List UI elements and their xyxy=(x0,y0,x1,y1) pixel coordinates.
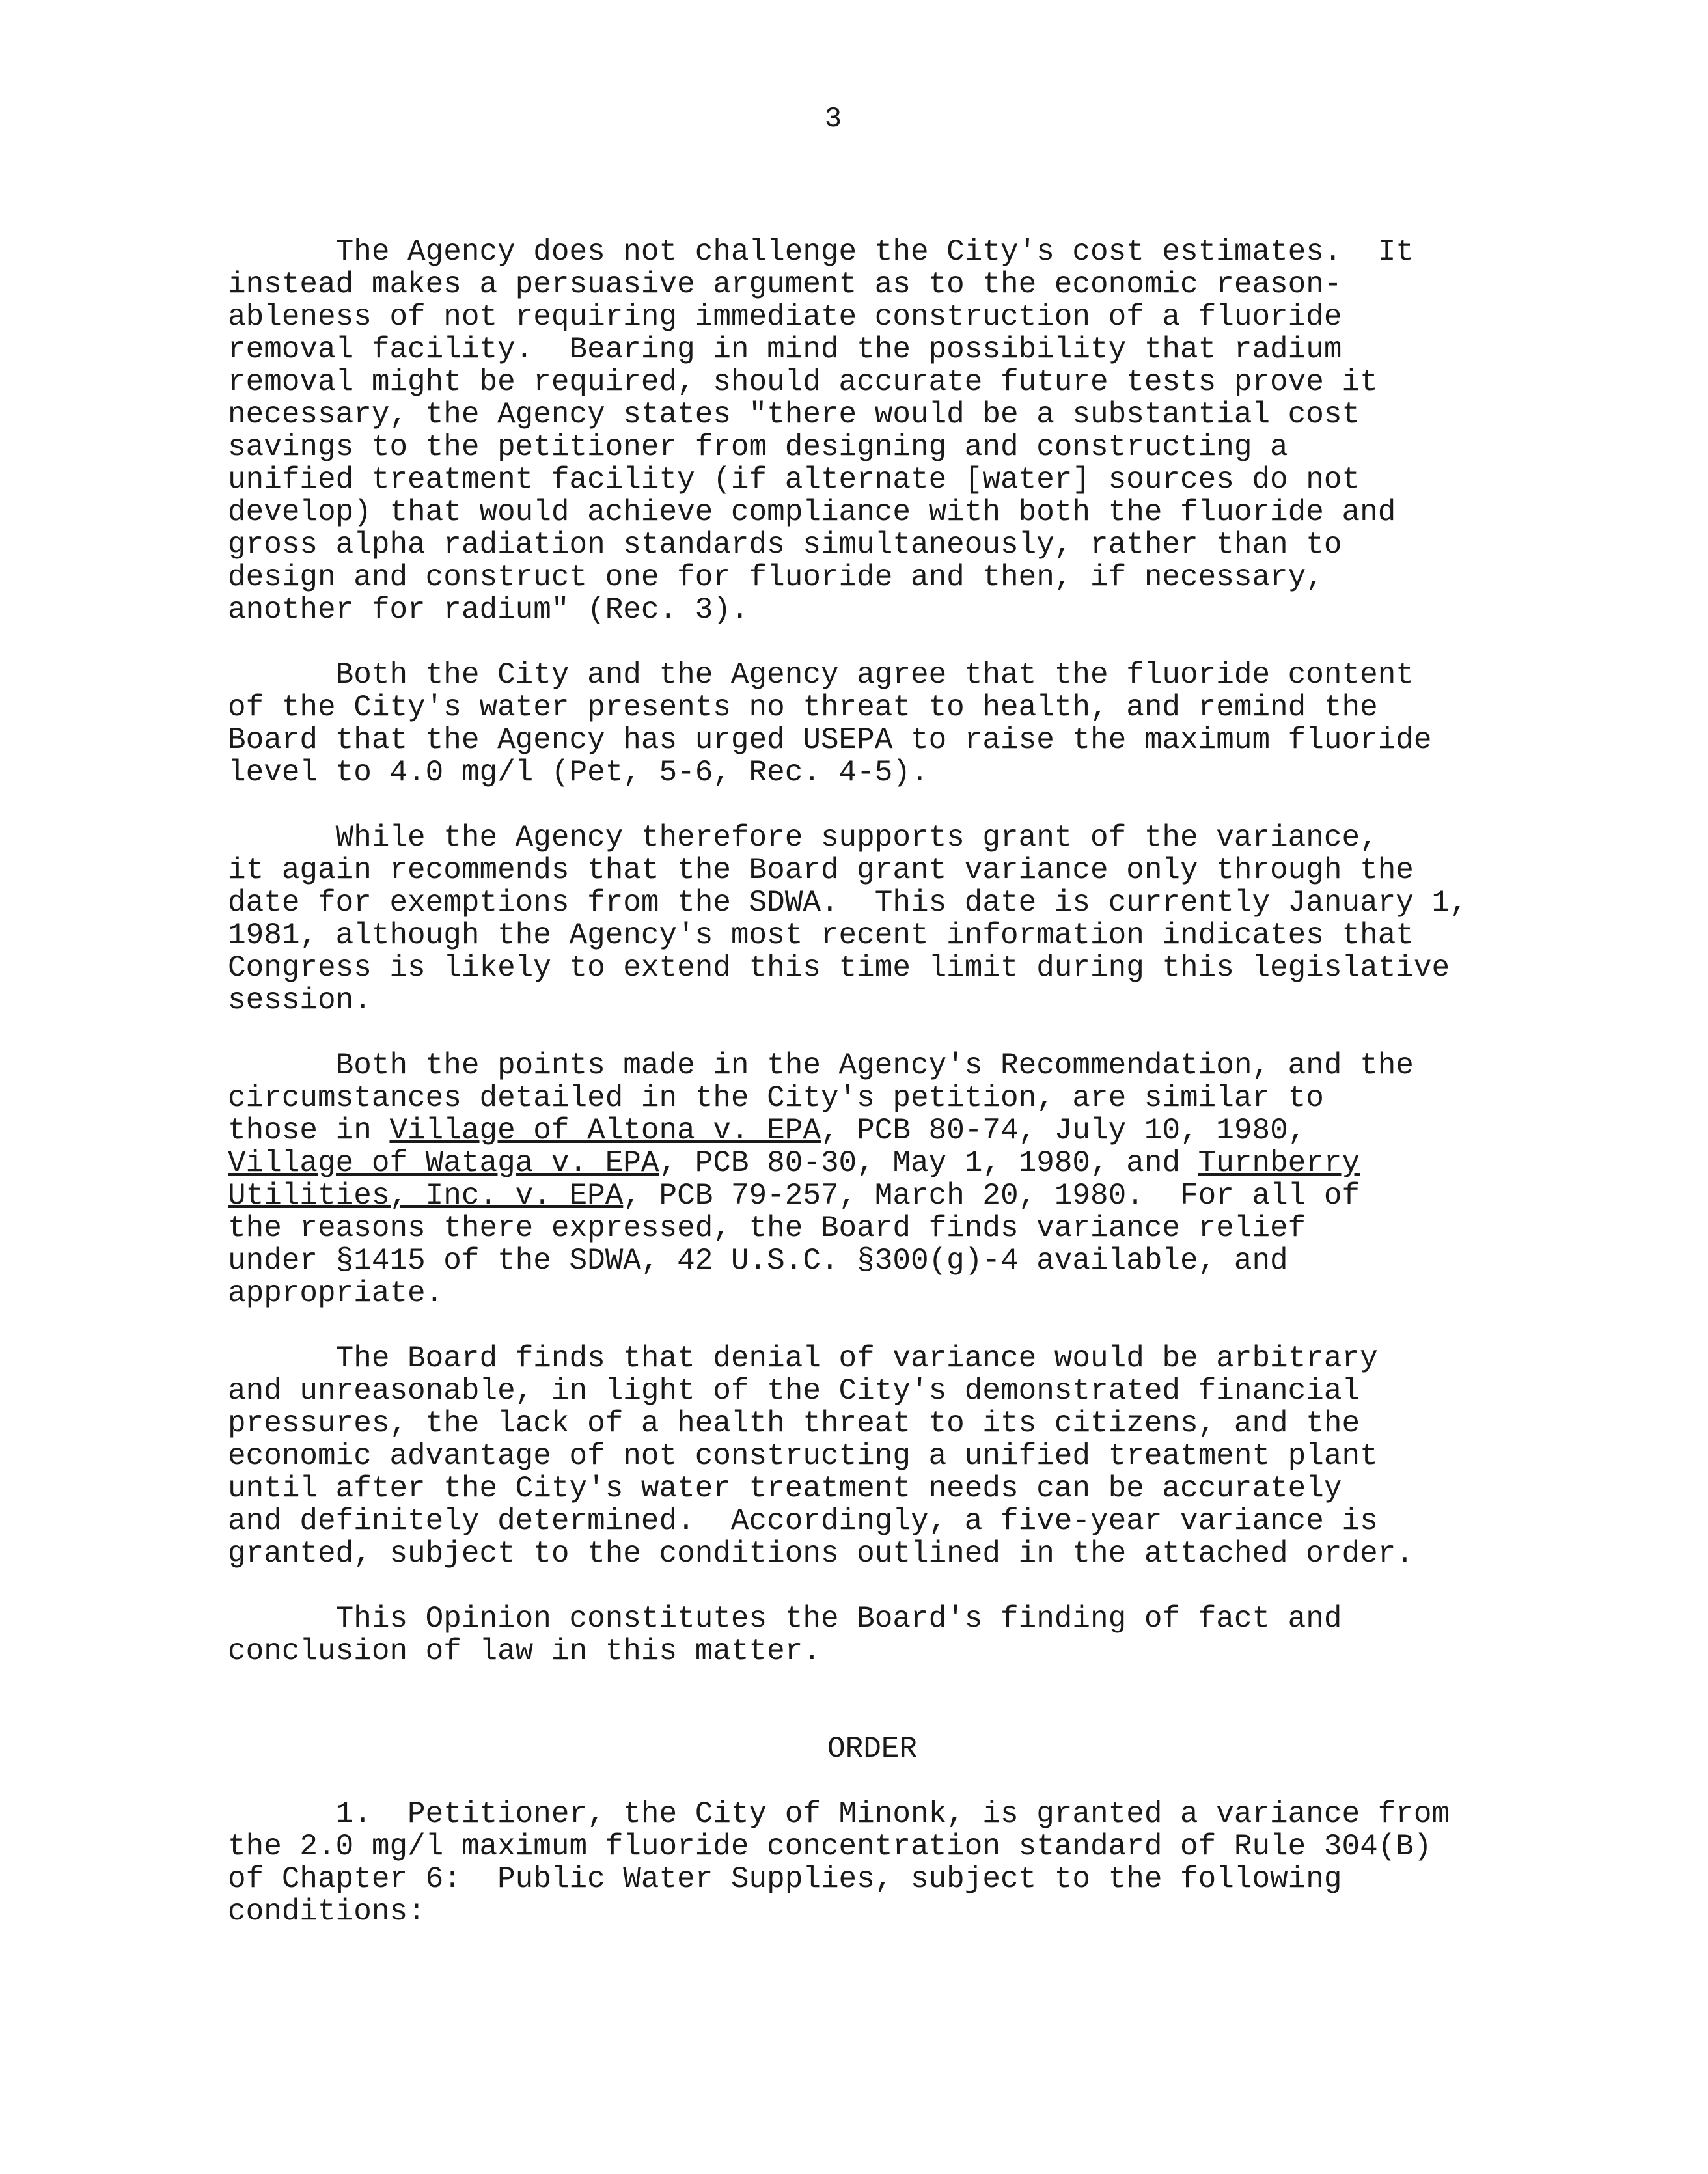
text-line: instead makes a persuasive argument as to the economic reason- xyxy=(228,268,1342,301)
paragraph-sdwa-exemptions xyxy=(228,821,1582,1017)
page-number: 3 xyxy=(824,103,842,135)
text-line: While the Agency therefore supports grant of the variance, xyxy=(228,821,1378,855)
text-line xyxy=(228,1212,1582,1245)
text-line: develop) that would achieve compliance with both the fluoride and xyxy=(228,495,1396,529)
text-run: , PCB 80-30, May 1, 1980, and xyxy=(659,1146,1198,1180)
text-line: removal facility. Bearing in mind the possibility that radium xyxy=(228,333,1342,366)
text-line: and definitely determined. Accordingly, a five-year variance is xyxy=(228,1504,1378,1538)
text-line: granted, subject to the conditions outlined in the attached order. xyxy=(228,1537,1414,1571)
text-line: level to 4.0 mg/l (Pet, 5-6, Rec. 4-5). xyxy=(228,756,929,790)
text-line xyxy=(228,1114,1582,1147)
paragraph-similar-cases xyxy=(228,1049,1582,1310)
text-body xyxy=(228,236,1582,1928)
case-citation: Village of Altona v. EPA xyxy=(389,1114,821,1148)
text-line: session. xyxy=(228,984,372,1017)
text-run: circumstances detailed in the City's petition, are similar to xyxy=(228,1081,1324,1115)
text-line: Board that the Agency has urged USEPA to raise the maximum fluoride xyxy=(228,723,1432,757)
paragraph-cost-estimates xyxy=(228,236,1582,626)
text-line: of the City's water presents no threat to health, and remind the xyxy=(228,691,1378,724)
paragraph-fluoride-content xyxy=(228,659,1582,789)
text-line: removal might be required, should accurate future tests prove it xyxy=(228,365,1378,399)
text-line: until after the City's water treatment needs can be accurately xyxy=(228,1472,1342,1506)
case-citation: Village of Wataga v. EPA xyxy=(228,1146,659,1180)
text-line: 1981, although the Agency's most recent information indicates that xyxy=(228,918,1414,952)
text-run: the reasons there expressed, the Board finds variance relief xyxy=(228,1211,1306,1245)
text-run: , PCB 79-257, March 20, 1980. For all of xyxy=(623,1179,1360,1213)
text-line: conditions: xyxy=(228,1895,426,1929)
paragraph-opinion-conclusion xyxy=(228,1603,1582,1668)
text-line: of Chapter 6: Public Water Supplies, subject to the following xyxy=(228,1862,1342,1896)
text-line: pressures, the lack of a health threat to its citizens, and the xyxy=(228,1407,1360,1440)
text-line: another for radium" (Rec. 3). xyxy=(228,593,749,627)
text-run: those in xyxy=(228,1114,390,1148)
text-line: date for exemptions from the SDWA. This date is currently January 1, xyxy=(228,886,1468,920)
text-run: Both the points made in the Agency's Recommendation, and the xyxy=(228,1049,1414,1082)
text-line: The Agency does not challenge the City's cost estimates. It xyxy=(228,235,1414,269)
text-line xyxy=(228,1179,1582,1212)
text-line: the 2.0 mg/l maximum fluoride concentration standard of Rule 304(B) xyxy=(228,1830,1432,1864)
order-paragraph-1 xyxy=(228,1798,1582,1928)
text-line: 1. Petitioner, the City of Minonk, is granted a variance from xyxy=(228,1797,1450,1831)
text-line: Congress is likely to extend this time limit during this legislative xyxy=(228,951,1450,985)
text-line: and unreasonable, in light of the City's demonstrated financial xyxy=(228,1374,1360,1408)
text-line xyxy=(228,1147,1582,1179)
text-line: ableness of not requiring immediate construction of a fluoride xyxy=(228,300,1342,334)
text-line: gross alpha radiation standards simultaneously, rather than to xyxy=(228,528,1342,562)
text-line: The Board finds that denial of variance would be arbitrary xyxy=(228,1342,1378,1375)
text-run: under §1415 of the SDWA, 42 U.S.C. §300(g)-4 available, and xyxy=(228,1244,1288,1278)
text-line xyxy=(228,1277,1582,1310)
text-run: appropriate. xyxy=(228,1276,444,1310)
text-line: Both the City and the Agency agree that the fluoride content xyxy=(228,658,1414,692)
text-line: conclusion of law in this matter. xyxy=(228,1634,821,1668)
text-line: design and construct one for fluoride and then, if necessary, xyxy=(228,560,1324,594)
text-line xyxy=(228,1049,1582,1082)
text-line xyxy=(228,1245,1582,1277)
text-line: it again recommends that the Board grant variance only through the xyxy=(228,853,1414,887)
text-line: economic advantage of not constructing a unified treatment plant xyxy=(228,1439,1378,1473)
text-line: This Opinion constitutes the Board's finding of fact and xyxy=(228,1602,1342,1636)
text-line: savings to the petitioner from designing and constructing a xyxy=(228,430,1288,464)
text-run: , PCB 80-74, July 10, 1980, xyxy=(820,1114,1306,1148)
paragraph-board-finding xyxy=(228,1342,1582,1570)
text-line: necessary, the Agency states "there would be a substantial cost xyxy=(228,398,1360,432)
text-line: unified treatment facility (if alternate [water] sources do not xyxy=(228,463,1360,497)
order-heading: ORDER xyxy=(827,1732,918,1766)
text-line xyxy=(228,1082,1582,1114)
case-citation: Turnberry xyxy=(1198,1146,1360,1180)
case-citation: Utilities, Inc. v. EPA xyxy=(228,1179,624,1213)
